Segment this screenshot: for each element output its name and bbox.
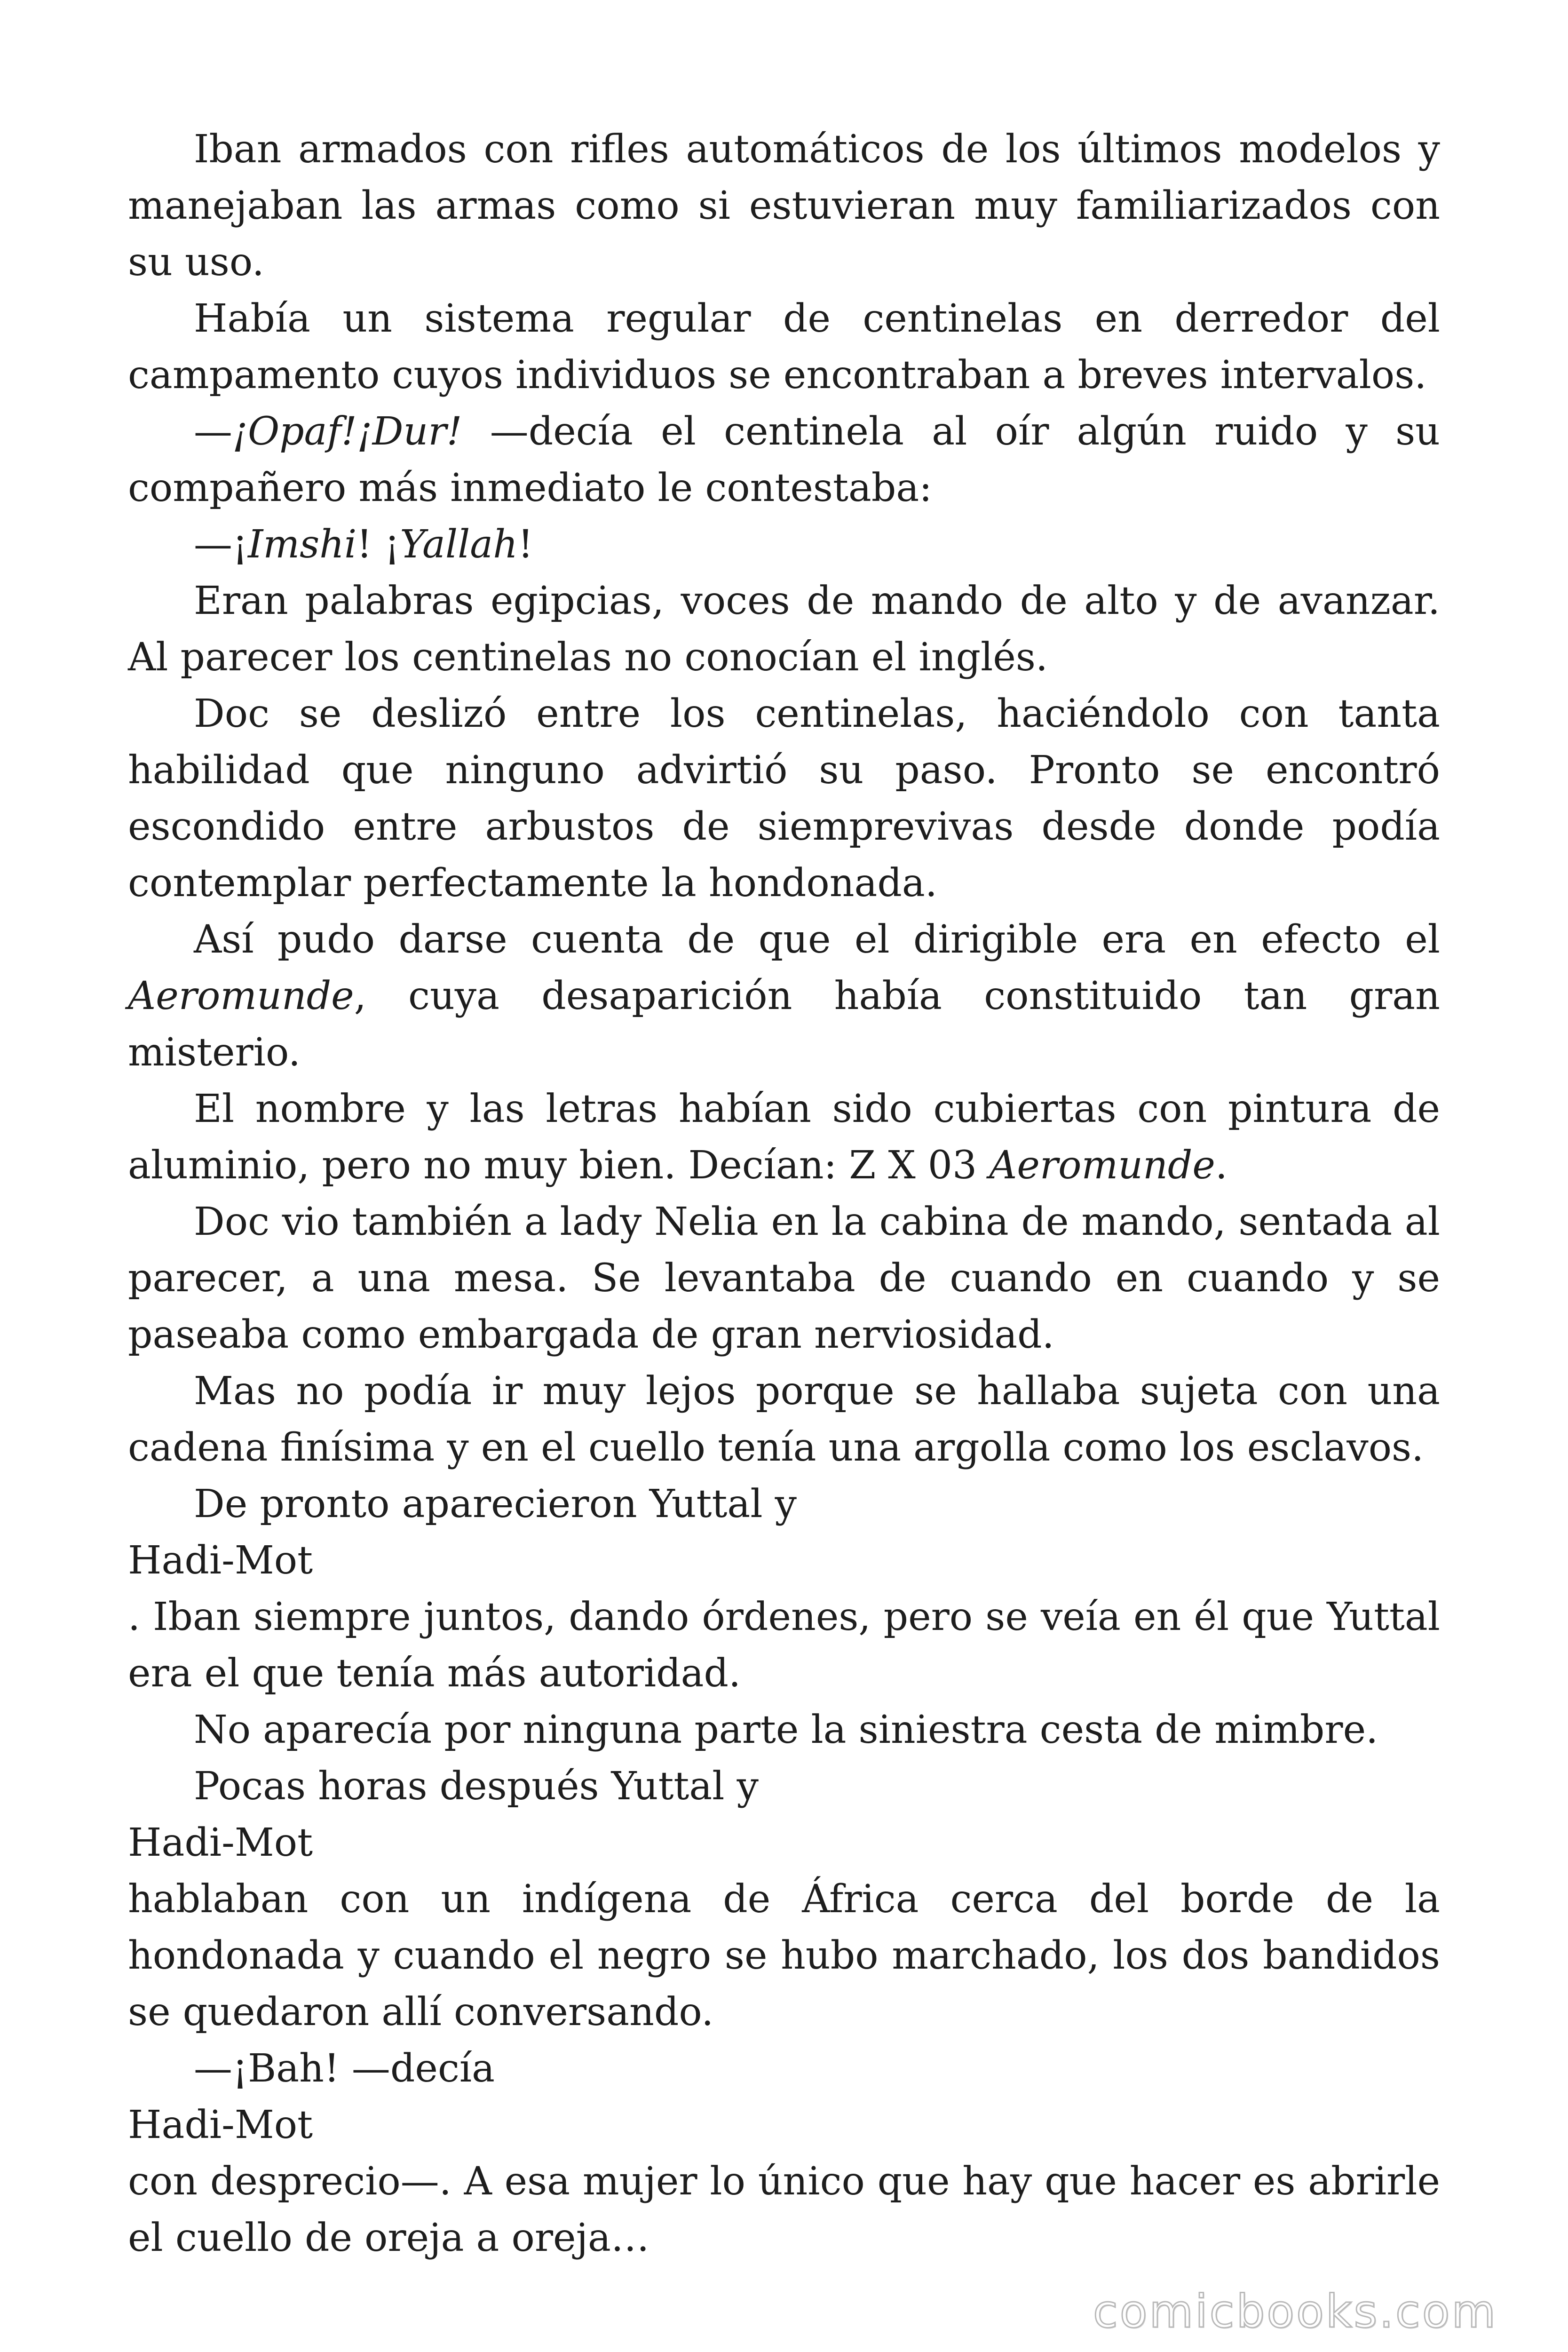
- text-run: Doc vio también a lady Nelia en la cabina de mando, sentada al parecer, a una mesa. Se levantaba de cuando en cuando y se paseaba como embargada de gran nerviosidad.: [128, 1200, 1440, 1357]
- text-run: Hadi-Mot: [128, 2103, 313, 2147]
- text-run: —¡: [194, 522, 248, 567]
- text-run: ! ¡: [356, 522, 400, 567]
- italic-text: Aeromunde: [128, 974, 354, 1018]
- italic-text: ¡Opaf!¡Dur!: [232, 409, 462, 454]
- text-run: El nombre y las letras habían sido cubiertas con pintura de aluminio, pero no muy bien. Decían: Z X 03: [128, 1087, 1440, 1188]
- paragraph: [128, 1476, 1440, 1533]
- text-run: De pronto aparecieron Yuttal y: [194, 1482, 797, 1526]
- watermark-logo: comicbooks.com: [1093, 2285, 1497, 2338]
- paragraph: [128, 1871, 1440, 2041]
- text-run: —decía el centinela al oír algún ruido y su compañero más inmediato le contestaba:: [128, 409, 1440, 510]
- text-run: Había un sistema regular de centinelas en derredor del campamento cuyos individuos se encontraban a breves intervalos.: [128, 296, 1440, 397]
- paragraph: [128, 2041, 1440, 2097]
- paragraph: [128, 1194, 1440, 1363]
- paragraph: [128, 573, 1440, 686]
- paragraph: [128, 1702, 1440, 1758]
- paragraph: [128, 912, 1440, 1081]
- text-run: Iban armados con rifles automáticos de los últimos modelos y manejaban las armas como si estuvieran muy familiarizados con su uso.: [128, 127, 1440, 285]
- paragraph: [128, 2153, 1440, 2266]
- paragraph: [128, 2097, 1440, 2153]
- text-run: Mas no podía ir muy lejos porque se hallaba sujeta con una cadena finísima y en el cuello tenía una argolla como los esclavos.: [128, 1369, 1440, 1470]
- text-run: hablaban con un indígena de África cerca del borde de la hondonada y cuando el negro se hubo marchado, los dos bandidos se quedaron allí conversando.: [128, 1877, 1440, 2034]
- italic-text: Imshi: [247, 522, 357, 567]
- italic-text: Yallah: [400, 522, 518, 567]
- text-run: . Iban siempre juntos, dando órdenes, pero se veía en él que Yuttal era el que tenía más autoridad.: [128, 1595, 1440, 1696]
- text-run: Así pudo darse cuenta de que el dirigible era en efecto el: [194, 917, 1440, 962]
- italic-text: Aeromunde: [989, 1143, 1215, 1188]
- paragraph: [128, 1363, 1440, 1476]
- text-run: Hadi-Mot: [128, 1538, 313, 1583]
- paragraph: [128, 291, 1440, 404]
- text-run: No aparecía por ninguna parte la siniestra cesta de mimbre.: [194, 1708, 1378, 1752]
- paragraph: [128, 1533, 1440, 1589]
- text-run: Eran palabras egipcias, voces de mando de alto y de avanzar. Al parecer los centinelas no conocían el inglés.: [128, 579, 1440, 680]
- text-run: —: [194, 409, 232, 454]
- text-run: !: [518, 522, 533, 567]
- paragraph: [128, 1758, 1440, 1815]
- text-run: Doc se deslizó entre los centinelas, haciéndolo con tanta habilidad que ninguno advirtió su paso. Pronto se encontró escondido entre arbustos de siemprevivas desde donde podía contemplar perfectamente la hondonada.: [128, 691, 1440, 906]
- paragraph: [128, 1815, 1440, 1871]
- paragraph: [128, 404, 1440, 516]
- text-run: , cuya desaparición había constituido tan gran misterio.: [128, 974, 1440, 1075]
- page-text-body: [128, 121, 1440, 2266]
- paragraph: [128, 686, 1440, 912]
- paragraph: [128, 121, 1440, 291]
- text-run: —¡Bah! —decía: [194, 2046, 495, 2091]
- text-run: Hadi-Mot: [128, 1820, 313, 1865]
- text-run: con desprecio—. A esa mujer lo único que hay que hacer es abrirle el cuello de oreja a oreja…: [128, 2159, 1440, 2260]
- paragraph: [128, 1081, 1440, 1194]
- paragraph: [128, 1589, 1440, 1702]
- text-run: Pocas horas después Yuttal y: [194, 1764, 759, 1809]
- paragraph: [128, 516, 1440, 573]
- text-run: .: [1215, 1143, 1227, 1188]
